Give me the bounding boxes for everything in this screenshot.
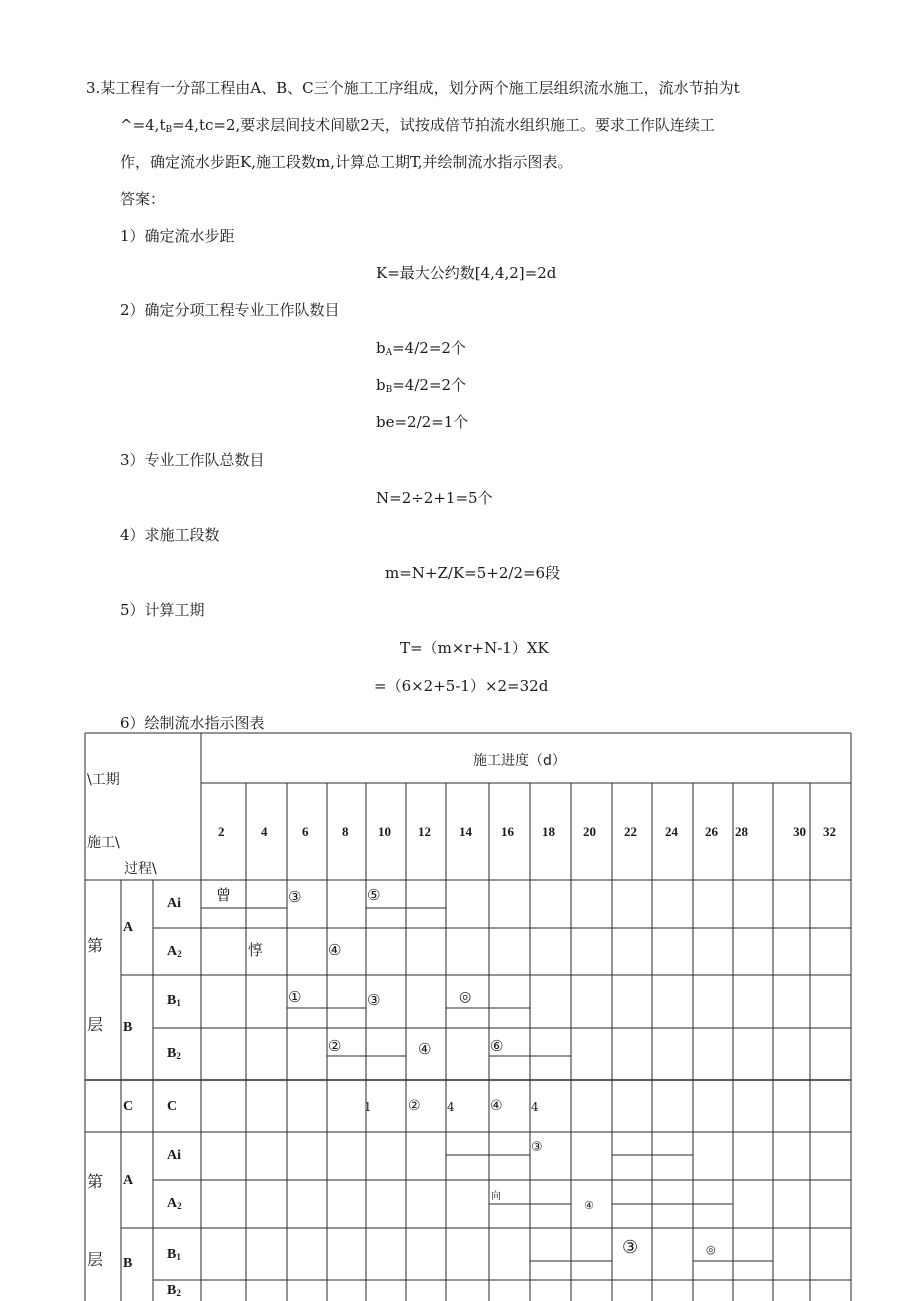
step-1-title: 1）确定流水步距 (120, 227, 235, 245)
corner-construction-label: 施工\ (87, 835, 120, 851)
group-a-label-layer2: A (123, 1173, 134, 1188)
row-a2-label (167, 944, 182, 960)
eq-value-a: =4/2=2个 (392, 339, 466, 357)
mark-a1-segment: ⑤ (367, 886, 381, 904)
corner-period-label: \工期 (87, 772, 120, 788)
mark-b2-segment: ② (328, 1037, 342, 1055)
mark-a2-layer2-segment: 向 (491, 1191, 501, 1202)
day-label: 16 (501, 824, 514, 839)
step-5-equation-1: T=（m×r+N-1）XK (400, 639, 549, 657)
problem-line-1: 3.某工程有一分部工程由A、B、C三个施工工序组成，划分两个施工层组织流水施工，流水节拍为t (86, 79, 740, 97)
group-b-label-layer2: B (123, 1256, 133, 1271)
layer-2-char-2: 层 (87, 1250, 104, 1269)
step-6-title: 6）绘制流水指示图表 (120, 714, 265, 732)
problem-line-2-a: ^=4,t (120, 116, 166, 134)
mark-c-segment: 1 (364, 1100, 372, 1114)
problem-line-3: 作，确定流水步距K,施工段数m,计算总工期T,并绘制流水指示图表。 (120, 153, 573, 171)
row-b1-label-layer2 (167, 1247, 181, 1263)
day-label: 22 (624, 824, 637, 839)
row-b1-label (167, 993, 181, 1009)
mark-a2-segment: 惇 (248, 941, 264, 959)
row-a1-label-layer2: Ai (167, 1148, 181, 1163)
eq-subscript-b: B (385, 385, 393, 395)
answer-label: 答案： (120, 190, 166, 208)
day-label: 10 (378, 824, 391, 839)
day-label: 14 (459, 824, 472, 839)
day-label: 32 (823, 824, 836, 839)
row-c-label: C (167, 1099, 178, 1114)
step-5-equation-2: =（6×2+5-1）×2=32d (374, 677, 549, 695)
step-2-equation-c: be=2/2=1个 (376, 413, 469, 431)
mark-c-segment: ② (408, 1098, 421, 1114)
layer-1-char-2: 层 (87, 1015, 104, 1034)
day-label: 6 (302, 824, 309, 839)
eq-b-letter: b (376, 339, 386, 357)
day-label: 26 (705, 824, 718, 839)
mark-b2-segment: ⑥ (490, 1037, 504, 1055)
mark-b1-segment: ③ (367, 991, 381, 1009)
problem-line-2-b: =4,tc=2,要求层间技术间歇2天，试按成倍节拍流水组织施工。要求工作队连续工 (172, 116, 715, 134)
row-a2-label-layer2 (167, 1196, 182, 1212)
row-a2-letter: A (167, 944, 178, 959)
day-label: 2 (218, 824, 225, 839)
mark-a1-segment: 曾 (216, 886, 232, 904)
row-b1-sub: 1 (176, 998, 181, 1008)
day-label: 30 (793, 824, 806, 839)
group-b-label: B (123, 1020, 133, 1035)
mark-b2-segment: ④ (418, 1040, 432, 1058)
mark-b1-segment: ① (288, 988, 302, 1006)
step-1-equation: K=最大公约数[4,4,2]=2d (376, 264, 557, 282)
day-label: 24 (665, 824, 678, 839)
corner-process-label: 过程\ (124, 861, 157, 877)
eq-value-b: =4/2=2个 (392, 376, 467, 394)
mark-b1-segment: ◎ (459, 989, 472, 1005)
row-a2-sub: 2 (177, 949, 182, 959)
step-3-equation: N=2÷2+1=5个 (376, 489, 493, 507)
row-a2-sub: 2 (177, 1201, 182, 1211)
problem-line-2-sub: B (165, 125, 173, 135)
group-a-label: A (123, 920, 134, 935)
row-b1-sub: 1 (176, 1252, 181, 1262)
row-a2-letter: A (167, 1196, 178, 1211)
mark-a1-layer2-segment: ③ (531, 1140, 543, 1155)
eq-subscript-a: A (385, 348, 393, 358)
step-3-title: 3）专业工作队总数目 (120, 451, 265, 469)
row-b2-sub: 2 (176, 1051, 181, 1061)
progress-header: 施工进度（d） (473, 753, 566, 769)
row-b2-label-layer2 (167, 1283, 181, 1299)
row-b1-letter: B (167, 1247, 177, 1262)
layer-2-char-1: 第 (87, 1172, 104, 1191)
row-b2-letter: B (167, 1046, 177, 1061)
step-4-equation: m=N+Z/K=5+2/2=6段 (385, 564, 561, 582)
day-label: 8 (342, 824, 349, 839)
layer-1-char-1: 第 (87, 936, 104, 955)
day-label: 20 (583, 824, 596, 839)
mark-b1-layer2-segment: ◎ (706, 1243, 716, 1256)
mark-c-segment: ④ (490, 1098, 503, 1114)
row-b1-letter: B (167, 993, 177, 1008)
day-label: 12 (418, 824, 431, 839)
mark-b1-layer2-segment: ③ (622, 1237, 639, 1258)
eq-b-letter: b (376, 376, 386, 394)
step-5-title: 5）计算工期 (120, 601, 205, 619)
group-c-label: C (123, 1099, 134, 1114)
step-4-title: 4）求施工段数 (120, 526, 220, 544)
row-b2-sub: 2 (176, 1288, 181, 1298)
row-b2-label (167, 1046, 181, 1062)
day-label: 4 (261, 824, 268, 839)
mark-c-segment: 4 (447, 1100, 455, 1114)
mark-c-segment: 4 (531, 1100, 539, 1114)
row-a1-label: Ai (167, 896, 181, 911)
mark-a2-segment: ④ (328, 941, 342, 959)
step-2-title: 2）确定分项工程专业工作队数目 (120, 301, 340, 319)
day-label: 18 (542, 824, 555, 839)
mark-a1-segment: ③ (288, 888, 302, 906)
row-b2-letter: B (167, 1283, 177, 1298)
mark-a2-layer2-segment: ④ (584, 1199, 594, 1212)
day-label: 28 (735, 824, 748, 839)
